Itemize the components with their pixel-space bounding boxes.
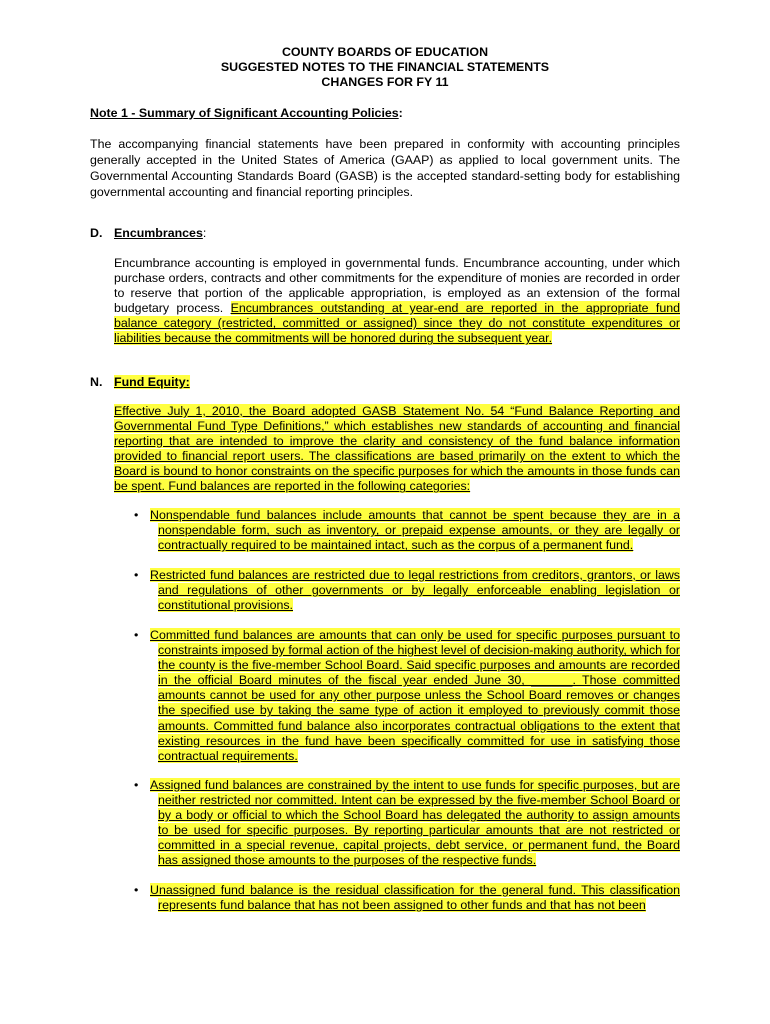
- document-title: [0, 45, 770, 90]
- list-item: [134, 568, 680, 613]
- bullet-icon: •: [134, 883, 139, 897]
- bullet-text-restricted: Restricted fund balances are restricted due to legal restrictions from creditors, grantors, or laws and regulations of other governments or by legally enforceable enabling legislation or constitutional provisions.: [150, 568, 680, 613]
- title-line-3: CHANGES FOR FY 11: [321, 75, 449, 89]
- title-line-1: COUNTY BOARDS OF EDUCATION: [281, 45, 489, 59]
- list-item: [134, 628, 680, 764]
- bullet-icon: •: [134, 628, 139, 642]
- note-1-colon: :: [398, 106, 403, 120]
- bullet-text-committed: Committed fund balances are amounts that can only be used for specific purposes pursuant to constraints imposed by formal action of the highest level of decision-making authority, which for the county is the five-member School Board. Said specific purposes and amounts are recorded in the official Board minutes of the fiscal year ended June 30, ______. Those committed amounts cannot be used for any other purpose unless the School Board removes or changes the specified use by taking the same type of action it employed to previously commit those amounts. Committed fund balance also incorporates contractual obligations to the extent that existing resources in the fund have been specifically committed for use in satisfying those contractual requirements.: [150, 628, 680, 763]
- note-1-intro: The accompanying financial statements have been prepared in conformity with accounting principles generally accepted in the United States of America (GAAP) as applied to local government units. The Governmental Accounting Standards Board (GASB) is the accepted standard-setting body for establishing governmental accounting and financial reporting principles.: [90, 137, 680, 199]
- section-d-body: [114, 256, 680, 347]
- section-d-heading: [90, 226, 206, 240]
- bullet-text-nonspendable: Nonspendable fund balances include amounts that cannot be spent because they are in a nonspendable form, such as inventory, or prepaid expense amounts, or they are legally or contractually required to be maintained intact, such as the corpus of a permanent fund.: [150, 508, 680, 553]
- bullet-icon: •: [134, 778, 139, 792]
- section-d-letter: D.: [90, 226, 103, 240]
- section-d-body-highlight: Encumbrances outstanding at year-end are reported in the appropriate fund balance category (restricted, committed or assigned) since they do not constitute expenditures or liabilities because the commitments will be honored during the subsequent year.: [114, 301, 680, 346]
- section-n-label: Fund Equity:: [114, 375, 190, 389]
- section-d-label: Encumbrances: [114, 226, 203, 240]
- bullet-text-unassigned: Unassigned fund balance is the residual classification for the general fund. This classification represents fund balance that has not been assigned to other funds and that has not been: [150, 883, 680, 913]
- list-item: [134, 778, 680, 869]
- note-1-heading-text: Note 1 - Summary of Significant Accounting Policies: [90, 106, 399, 120]
- section-n-body: [114, 404, 680, 495]
- section-n-body-text: Effective July 1, 2010, the Board adopted GASB Statement No. 54 “Fund Balance Reporting and Governmental Fund Type Definitions,” which establishes new standards of accounting and financial reporting that are intended to improve the clarity and consistency of the fund balance information provided to financial report users. The classifications are based primarily on the extent to which the Board is bound to honor constraints on the specific purposes for which the amounts in those funds can be spent. Fund balances are reported in the following categories:: [114, 404, 680, 494]
- title-line-2: SUGGESTED NOTES TO THE FINANCIAL STATEMENTS: [220, 60, 550, 74]
- section-n-letter: N.: [90, 375, 103, 389]
- bullet-text-assigned: Assigned fund balances are constrained by the intent to use funds for specific purposes, but are neither restricted nor committed. Intent can be expressed by the five-member School Board or by a body or official to which the School Board has delegated the authority to assign amounts to be used for specific purposes. By reporting particular amounts that are not restricted or committed in a special revenue, capital projects, debt service, or permanent fund, the Board has assigned those amounts to the purposes of the respective funds.: [150, 778, 680, 868]
- section-n-heading: [90, 375, 190, 389]
- note-1-heading: [90, 106, 403, 120]
- list-item: [134, 508, 680, 553]
- bullet-icon: •: [134, 568, 139, 582]
- section-d-colon: :: [202, 226, 207, 240]
- list-item: [134, 883, 680, 913]
- section-d-body-plain: Encumbrance accounting is employed in governmental funds. Encumbrance accounting, under which purchase orders, contracts and other commitments for the expenditure of monies are recorded in order to reserve that portion of the applicable appropriation, is employed as an extension of the formal budgetary process.: [114, 256, 680, 316]
- bullet-icon: •: [134, 508, 139, 522]
